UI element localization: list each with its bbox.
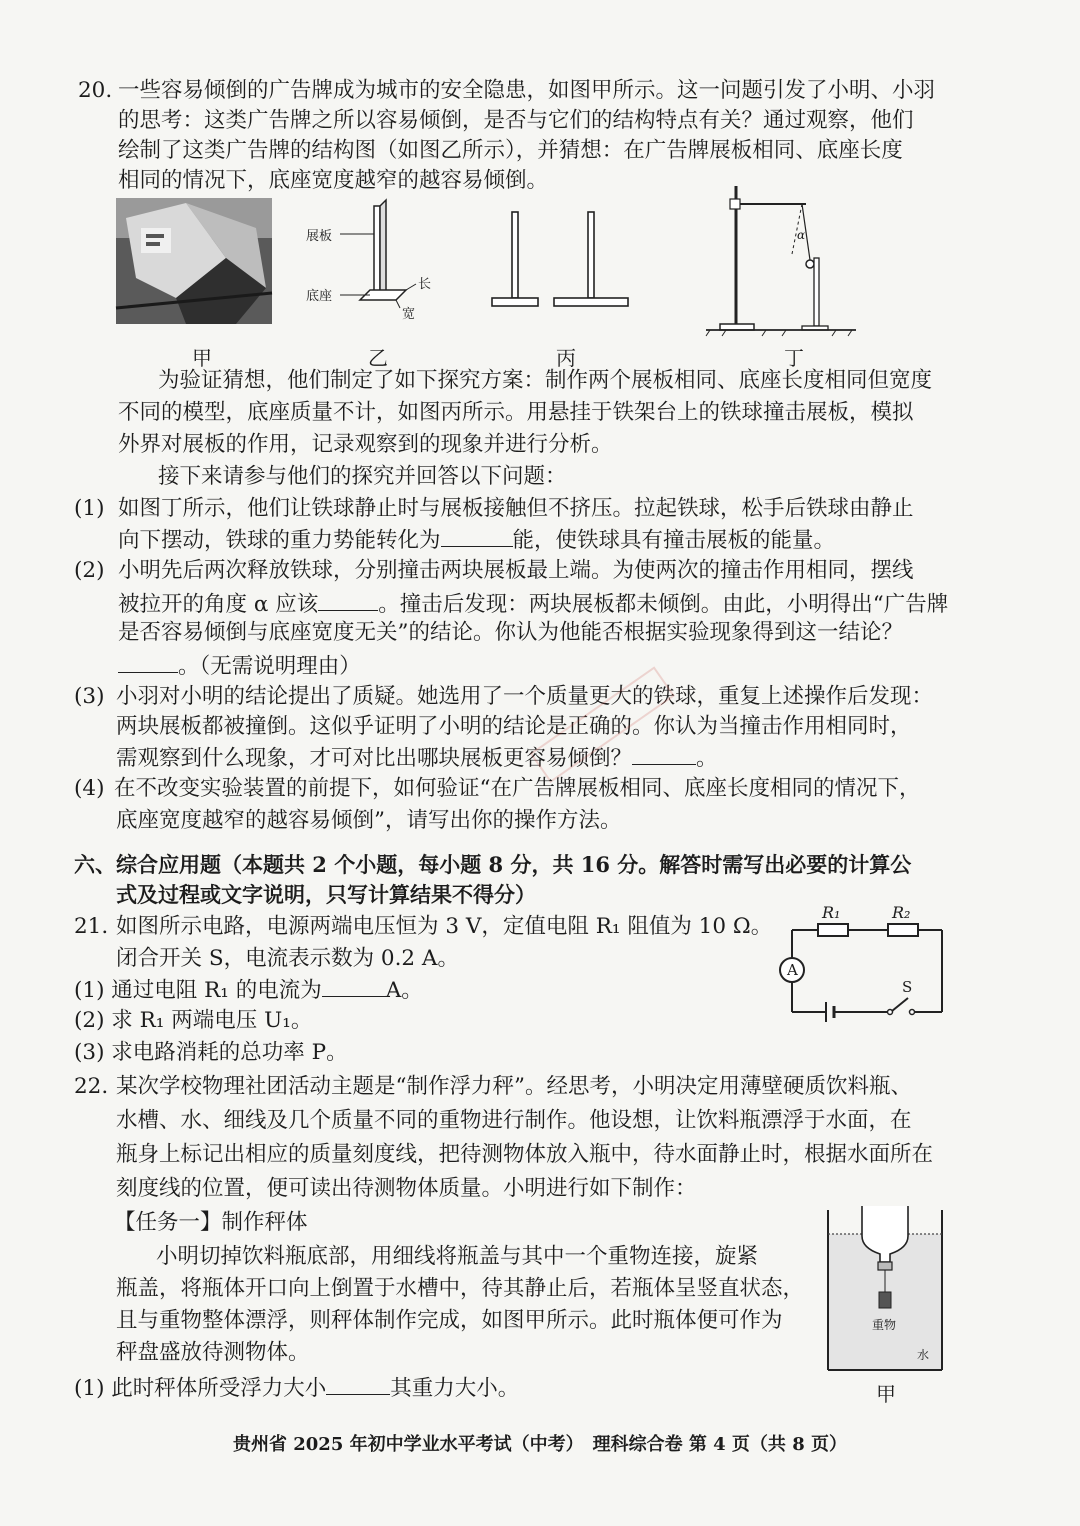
q20-intro-line: 绘制了这类广告牌的结构图（如图乙所示），并猜想：在广告牌展板相同、底座长度	[118, 138, 903, 163]
q22-number: 22.	[74, 1074, 109, 1099]
q20-p1-line	[118, 524, 835, 556]
q22-intro-line: 某次学校物理社团活动主题是“制作浮力秤”。经思考，小明决定用薄壁硬质饮料瓶、	[116, 1074, 912, 1099]
q21-line: 如图所示电路，电源两端电压恒为 3 V，定值电阻 R₁ 阻值为 10 Ω。	[116, 914, 773, 939]
q20-p3-text: 需观察到什么现象，才可对比出哪块展板更容易倾倒？	[116, 746, 633, 771]
q21-number: 21.	[74, 914, 109, 939]
q21-p1-text: A。	[385, 978, 423, 1003]
q21-p2: (2) 求 R₁ 两端电压 U₁。	[74, 1008, 313, 1033]
page-footer: 贵州省 2025 年初中学业水平考试（中考） 理科综合卷 第 4 页（共 8 页）	[232, 1434, 847, 1455]
fig-label-ding: 丁	[784, 346, 804, 370]
q20-p1-text: 向下摆动，铁球的重力势能转化为	[118, 528, 441, 553]
q20-p4-line: 在不改变实验装置的前提下，如何验证“在广告牌展板相同、底座长度相同的情况下，	[114, 776, 921, 801]
q20-p3-line: 两块展板都被撞倒。这似乎证明了小明的结论是正确的。你认为当撞击作用相同时，	[116, 714, 912, 739]
fig-label-yi: 乙	[368, 346, 388, 370]
weight-label: 重物	[872, 1318, 897, 1332]
q20-intro-line: 相同的情况下，底座宽度越窄的越容易倾倒。	[118, 168, 549, 193]
q20-intro-line: 一些容易倾倒的广告牌成为城市的安全隐患，如图甲所示。这一问题引发了小明、小羽	[118, 78, 936, 103]
q20-p2-line: 小明先后两次释放铁球，分别撞击两块展板最上端。为使两次的撞击作用相同，摆线	[118, 558, 914, 583]
answer-blank[interactable]	[322, 974, 386, 997]
q20-p2-text: 。（无需说明理由）	[178, 654, 361, 679]
answer-blank[interactable]	[318, 588, 378, 611]
q22-p1	[74, 1372, 519, 1404]
q20-p3-text: 。	[696, 746, 718, 771]
label-kuan: 宽	[402, 307, 416, 322]
q20-p2-line: 是否容易倾倒与底座宽度无关”的结论。你认为他能否根据实验现象得到这一结论？	[118, 620, 903, 645]
q20-plan-line: 接下来请参与他们的探究并回答以下问题：	[158, 464, 567, 489]
q21-p1	[74, 974, 423, 1006]
q22-body-line: 秤盘盛放待测物体。	[116, 1340, 310, 1365]
ammeter-label: A	[787, 961, 798, 979]
label-dizuo: 底座	[306, 289, 333, 304]
resistor-r2-label: R₂	[892, 903, 911, 922]
q20-number: 20.	[78, 78, 113, 103]
q22-task1: 【任务一】制作秤体	[114, 1210, 308, 1235]
q21-p1-text: (1) 通过电阻 R₁ 的电流为	[74, 978, 322, 1003]
q20-p1-line: 如图丁所示，他们让铁球静止时与展板接触但不挤压。拉起铁球，松手后铁球由静止	[118, 496, 914, 521]
section6-heading-cont: 式及过程或文字说明，只写计算结果不得分）	[116, 882, 536, 907]
q20-p2-line	[118, 650, 361, 682]
q22-p1-text: (1) 此时秤体所受浮力大小	[74, 1376, 327, 1401]
q20-plan-line: 为验证猜想，他们制定了如下探究方案：制作两个展板相同、底座长度相同但宽度	[158, 368, 933, 393]
q22-body-line: 且与重物整体漂浮，则秤体制作完成，如图甲所示。此时瓶体便可作为	[116, 1308, 783, 1333]
q20-p4-number: (4)	[74, 776, 105, 801]
resistor-r1-label: R₁	[822, 903, 841, 922]
q22-body-line: 小明切掉饮料瓶底部，用细线将瓶盖与其中一个重物连接，旋紧	[156, 1244, 759, 1269]
label-chang: 长	[418, 277, 432, 292]
q20-p3-line: 小羽对小明的结论提出了质疑。她选用了一个质量更大的铁球，重复上述操作后发现：	[116, 684, 934, 709]
q22-intro-line: 瓶身上标记出相应的质量刻度线，把待测物体放入瓶中，待水面静止时，根据水面所在	[116, 1142, 934, 1167]
switch-label: S	[902, 978, 913, 996]
q20-p2-number: (2)	[74, 558, 105, 583]
q20-plan-line: 不同的模型，底座质量不计，如图丙所示。用悬挂于铁架台上的铁球撞击展板，模拟	[118, 400, 914, 425]
answer-blank[interactable]	[118, 650, 178, 673]
q22-body-line: 瓶盖，将瓶体开口向上倒置于水槽中，待其静止后，若瓶体呈竖直状态，	[116, 1276, 805, 1301]
answer-blank[interactable]	[326, 1372, 390, 1395]
q22-fig-caption: 甲	[876, 1382, 896, 1406]
q21-p3: (3) 求电路消耗的总功率 P。	[74, 1040, 348, 1065]
q20-p2-text: 。撞击后发现：两块展板都未倾倒。由此，小明得出“广告牌	[378, 592, 949, 617]
q20-p1-number: (1)	[74, 496, 105, 521]
q22-intro-line: 刻度线的位置，便可读出待测物体质量。小明进行如下制作：	[116, 1176, 697, 1201]
fig-label-jia: 甲	[192, 346, 212, 370]
answer-blank[interactable]	[441, 524, 513, 547]
label-alpha: α	[797, 228, 806, 242]
q20-p3-number: (3)	[74, 684, 105, 709]
q20-p2-line	[118, 588, 948, 620]
fig-label-bing: 丙	[556, 346, 576, 370]
q21-line: 闭合开关 S，电流表示数为 0.2 A。	[116, 946, 459, 971]
q20-p1-text: 能，使铁球具有撞击展板的能量。	[512, 528, 836, 553]
q22-p1-text: 其重力大小。	[390, 1376, 520, 1401]
q20-p2-text: 被拉开的角度 α 应该	[118, 592, 319, 617]
q20-p4-line: 底座宽度越窄的越容易倾倒”，请写出你的操作方法。	[116, 808, 622, 833]
q20-intro-line: 的思考：这类广告牌之所以容易倾倒，是否与它们的结构特点有关？通过观察，他们	[118, 108, 914, 133]
section6-heading: 六、综合应用题（本题共 2 个小题，每小题 8 分，共 16 分。解答时需写出必要的计算公	[74, 852, 912, 877]
two-models-diagram	[486, 210, 646, 316]
billboard-photo	[116, 198, 272, 324]
water-label: 水	[917, 1348, 930, 1362]
q20-plan-line: 外界对展板的作用，记录观察到的现象并进行分析。	[118, 432, 613, 457]
iron-stand-pendulum-diagram	[706, 184, 860, 340]
q22-intro-line: 水槽、水、细线及几个质量不同的重物进行制作。他设想，让饮料瓶漂浮于水面，在	[116, 1108, 912, 1133]
label-zhanban: 展板	[306, 229, 333, 244]
